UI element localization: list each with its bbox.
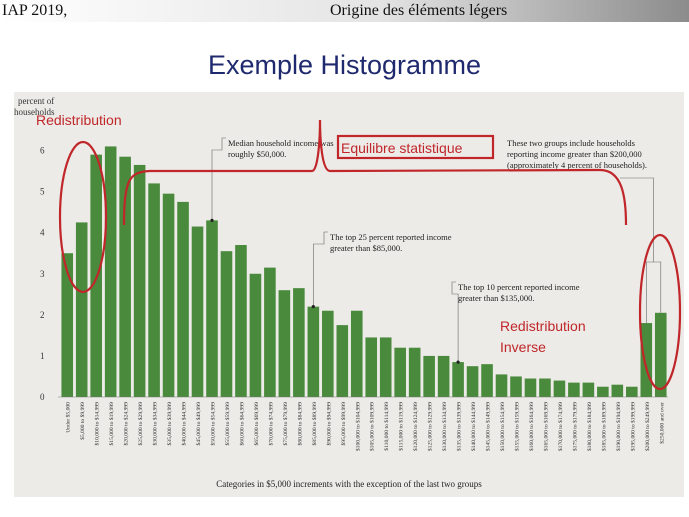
x-tick-36: $180,000 to $184,999 bbox=[586, 402, 593, 452]
x-tick-17: $85,000 to $89,999 bbox=[311, 402, 318, 446]
y-axis-label-line-2: households bbox=[14, 107, 55, 117]
bar-37 bbox=[597, 387, 609, 397]
bar-31 bbox=[510, 376, 522, 397]
bar-30 bbox=[496, 374, 508, 397]
y-tick-2: 2 bbox=[40, 309, 45, 320]
bar-29 bbox=[481, 364, 493, 397]
annotation-0-line-1: roughly $50,000. bbox=[228, 149, 287, 159]
y-tick-6: 6 bbox=[40, 145, 45, 156]
annotation-1-line-0: The top 25 percent reported income bbox=[330, 232, 452, 242]
x-tick-40: $200,000 to $249,999 bbox=[644, 402, 651, 452]
bar-26 bbox=[438, 356, 450, 397]
redistribution-label: Redistribution bbox=[36, 112, 122, 128]
x-tick-20: $100,000 to $104,999 bbox=[355, 402, 362, 452]
bar-5 bbox=[134, 165, 146, 397]
x-tick-9: $45,000 to $49,999 bbox=[196, 402, 202, 446]
header-left-text: IAP 2019, bbox=[2, 2, 68, 19]
header-right-text: Origine des éléments légers bbox=[330, 2, 508, 19]
bar-35 bbox=[568, 383, 580, 397]
x-tick-31: $155,000 to $159,999 bbox=[514, 402, 521, 452]
bar-12 bbox=[235, 245, 247, 397]
x-tick-41: $250,000 and over bbox=[659, 402, 666, 444]
x-tick-35: $175,000 to $179,999 bbox=[572, 402, 579, 452]
bar-27 bbox=[452, 362, 464, 397]
x-tick-37: $185,000 to $189,999 bbox=[601, 402, 608, 452]
y-tick-4: 4 bbox=[40, 227, 45, 238]
bar-24 bbox=[409, 348, 421, 397]
y-tick-0: 0 bbox=[40, 392, 45, 402]
x-tick-33: $165,000 to $169,999 bbox=[543, 402, 550, 452]
bar-14 bbox=[264, 268, 276, 397]
bar-22 bbox=[380, 337, 392, 397]
annotation-1-line-1: greater than $85,000. bbox=[330, 243, 403, 253]
x-tick-1: $5,000 to $9,999 bbox=[80, 402, 87, 440]
x-tick-38: $190,000 to $194,999 bbox=[615, 402, 622, 452]
bar-13 bbox=[250, 274, 262, 397]
x-tick-30: $150,000 to $154,999 bbox=[500, 402, 506, 452]
annotation-marker-0 bbox=[210, 219, 213, 222]
bar-21 bbox=[365, 337, 377, 397]
bar-8 bbox=[177, 202, 189, 397]
x-axis-label: Categories in $5,000 increments with the exception of the last two groups bbox=[216, 479, 482, 489]
bar-32 bbox=[525, 379, 537, 397]
bar-34 bbox=[554, 381, 566, 397]
annotation-3-line-0: These two groups include households bbox=[507, 138, 635, 148]
x-tick-29: $145,000 to $149,999 bbox=[485, 402, 492, 452]
x-tick-34: $170,000 to $174,999 bbox=[557, 402, 564, 452]
bar-41 bbox=[655, 313, 667, 397]
bar-33 bbox=[539, 379, 551, 397]
x-tick-27: $135,000 to $139,999 bbox=[456, 402, 463, 452]
x-tick-7: $35,000 to $39,999 bbox=[167, 402, 174, 446]
annotation-marker-1 bbox=[312, 305, 315, 308]
y-tick-labels bbox=[40, 146, 45, 403]
annotation-2-line-1: greater than $135,000. bbox=[458, 293, 535, 303]
x-tick-32: $160,000 to $164,999 bbox=[529, 402, 535, 452]
bar-1 bbox=[76, 222, 88, 397]
bar-11 bbox=[221, 251, 233, 397]
redistribution-inverse-label-2: Inverse bbox=[500, 339, 546, 355]
annotation-marker-2 bbox=[457, 361, 460, 364]
bar-6 bbox=[148, 183, 160, 397]
x-tick-24: $120,000 to $124,999 bbox=[413, 402, 420, 452]
annotation-0-line-0: Median household income was bbox=[228, 138, 334, 148]
annotation-2-line-0: The top 10 percent reported income bbox=[458, 282, 580, 292]
x-tick-16: $80,000 to $84,999 bbox=[297, 402, 304, 446]
y-tick-3: 3 bbox=[40, 268, 45, 279]
x-tick-28: $140,000 to $144,999 bbox=[471, 401, 478, 452]
x-tick-14: $70,000 to $74,999 bbox=[268, 402, 275, 446]
annotation-leader-1 bbox=[313, 232, 328, 307]
bar-9 bbox=[192, 227, 204, 397]
x-tick-13: $65,000 to $69,999 bbox=[253, 402, 260, 446]
bar-7 bbox=[163, 194, 175, 397]
bar-25 bbox=[423, 356, 435, 397]
bar-18 bbox=[322, 311, 334, 397]
equilibre-label: Equilibre statistique bbox=[341, 140, 463, 156]
x-tick-26: $130,000 to $134,999 bbox=[442, 402, 449, 452]
bar-36 bbox=[583, 383, 595, 397]
redistribution-inverse-label-1: Redistribution bbox=[500, 318, 586, 334]
bar-17 bbox=[308, 307, 320, 397]
x-tick-3: $15,000 to $19,999 bbox=[109, 402, 116, 446]
y-tick-1: 1 bbox=[40, 350, 45, 361]
x-tick-21: $105,000 to $109,999 bbox=[369, 402, 376, 452]
x-tick-6: $30,000 to $34,999 bbox=[152, 402, 159, 446]
x-tick-18: $90,000 to $94,999 bbox=[326, 402, 333, 446]
x-tick-2: $10,000 to $14,999 bbox=[94, 402, 101, 446]
y-axis-label-line-1: percent of bbox=[18, 96, 55, 106]
x-tick-19: $95,000 to $99,999 bbox=[340, 402, 347, 446]
bar-16 bbox=[293, 288, 305, 397]
bar-40 bbox=[641, 323, 653, 397]
bar-15 bbox=[279, 290, 291, 397]
x-tick-15: $75,000 to $79,999 bbox=[282, 402, 289, 446]
bar-20 bbox=[351, 311, 363, 397]
bar-39 bbox=[626, 387, 638, 397]
bar-group bbox=[58, 146, 668, 397]
x-tick-8: $40,000 to $44,999 bbox=[181, 402, 188, 446]
x-tick-39: $195,000 to $199,999 bbox=[630, 402, 637, 452]
x-tick-12: $60,000 to $64,999 bbox=[239, 402, 246, 446]
bar-23 bbox=[394, 348, 406, 397]
y-tick-5: 5 bbox=[40, 186, 45, 197]
annotation-leader-0 bbox=[212, 138, 226, 220]
x-tick-labels bbox=[65, 402, 666, 451]
x-tick-23: $115,000 to $119,999 bbox=[398, 402, 405, 451]
x-tick-5: $25,000 to $29,999 bbox=[138, 402, 145, 446]
bar-10 bbox=[206, 220, 218, 397]
bar-28 bbox=[467, 366, 479, 397]
bar-38 bbox=[612, 385, 624, 397]
x-tick-11: $55,000 to $59,999 bbox=[225, 402, 231, 446]
annotation-3-line-2: (approximately 4 percent of households). bbox=[507, 160, 647, 170]
x-tick-25: $125,000 to $129,999 bbox=[427, 402, 434, 452]
x-tick-4: $20,000 to $24,999 bbox=[123, 402, 130, 446]
x-tick-10: $50,000 to $54,999 bbox=[210, 402, 217, 446]
annotation-3-line-1: reporting income greater than $200,000 bbox=[507, 149, 642, 159]
slide-title: Exemple Histogramme bbox=[207, 50, 482, 80]
x-tick-22: $110,000 to $114,999 bbox=[384, 402, 391, 451]
bar-3 bbox=[105, 146, 117, 397]
bar-19 bbox=[337, 325, 349, 397]
x-tick-0: Under $5,000 bbox=[65, 402, 72, 433]
annotation-leader-2 bbox=[452, 282, 458, 362]
